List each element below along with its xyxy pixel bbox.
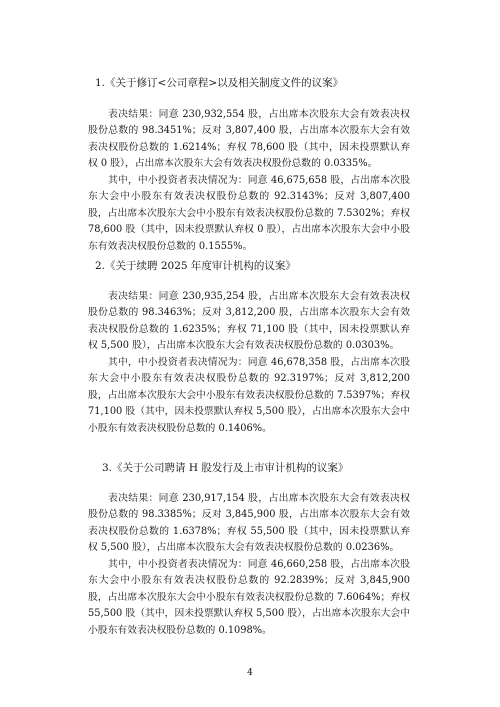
section-1-title: 1.《关于修订<公司章程>以及相关制度文件的议案》	[95, 77, 344, 89]
page-number: 4	[247, 668, 253, 678]
section-1-vote-result: 表决结果：同意 230,932,554 股，占出席本次股东大会有效表决权股份总数的 98.3451%；反对 3,807,400 股，占出席本次股东大会有效表决权股份总数的 1.6214%；弃权 78,600 股（其中，因未投票默认弃权 0 股），占出席本次股东大会有效表决权股份总数的 0.0335%。	[88, 109, 410, 170]
section-3-title: 3.《关于公司聘请 H 股发行及上市审计机构的议案》	[102, 462, 349, 474]
section-2-title: 2.《关于续聘 2025 年度审计机构的议案》	[95, 260, 296, 272]
section-3-vote-result: 表决结果：同意 230,917,154 股，占出席本次股东大会有效表决权股份总数的 98.3385%；反对 3,845,900 股，占出席本次股东大会有效表决权股份总数的 1.6378%；弃权 55,500 股（其中，因未投票默认弃权 5,500 股），占出席本次股东大会有效表决权股份总数的 0.0236%。	[88, 493, 410, 554]
section-2-vote-result: 表决结果：同意 230,935,254 股，占出席本次股东大会有效表决权股份总数的 98.3463%；反对 3,812,200 股，占出席本次股东大会有效表决权股份总数的 1.6235%；弃权 71,100 股（其中，因未投票默认弃权 5,500 股），占出席本次股东大会有效表决权股份总数的 0.0303%。	[88, 291, 410, 352]
section-3-minority-result: 其中，中小投资者表决情况为：同意 46,660,258 股，占出席本次股东大会中小股东有效表决权股份总数的 92.2839%；反对 3,845,900 股，占出席本次股东大会中小股东有效表决权股份总数的 7.6064%；弃权 55,500 股（其中，因未投票默认弃权 5,500 股），占出席本次股东大会中小股东有效表决权股份总数的 0.1098%。	[88, 559, 410, 636]
section-2-minority-result: 其中，中小投资者表决情况为：同意 46,678,358 股，占出席本次股东大会中小股东有效表决权股份总数的 92.3197%；反对 3,812,200 股，占出席本次股东大会中小股东有效表决权股份总数的 7.5397%；弃权 71,100 股（其中，因未投票默认弃权 5,500 股），占出席本次股东大会中小股东有效表决权股份总数的 0.1406%。	[88, 357, 410, 434]
section-1-minority-result: 其中，中小投资者表决情况为：同意 46,675,658 股，占出席本次股东大会中小股东有效表决权股份总数的 92.3143%；反对 3,807,400 股，占出席本次股东大会中小股东有效表决权股份总数的 7.5302%；弃权 78,600 股（其中，因未投票默认弃权 0 股），占出席本次股东大会中小股东有效表决权股份总数的 0.1555%。	[88, 175, 410, 252]
